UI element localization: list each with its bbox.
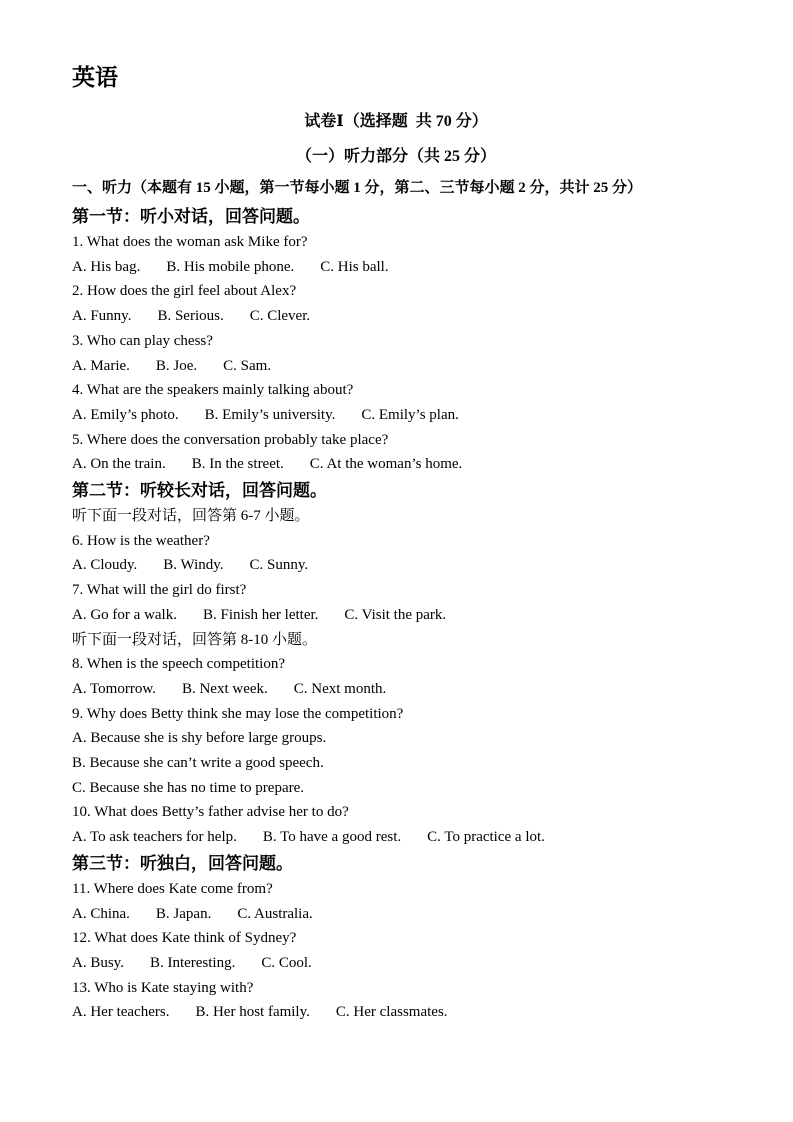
question-line: 7. What will the girl do first? [72,582,247,599]
option-line: C. Because she has no time to prepare. [72,779,305,796]
option-item: C. Cool. [261,954,312,971]
option-item: B. Japan. [155,905,212,922]
options-row [72,553,720,578]
option-item: A. Cloudy. [72,557,138,574]
option-line: B. Because she can’t write a good speech. [72,755,324,772]
options-row [72,902,720,927]
option-item: A. Funny. [72,308,132,325]
option-item: A. Marie. [72,357,130,374]
option-item: C. Next month. [293,680,387,697]
listening-instructions: 一、听力（本题有 15 小题，第一节每小题 1 分，第二、三节每小题 2 分，共计 25 分） [72,180,643,196]
option-item: B. In the street. [191,456,284,473]
option-item: B. His mobile phone. [166,258,295,275]
option-item: B. Windy. [163,557,224,574]
option-item: A. On the train. [72,456,166,473]
question-line: 13. Who is Kate staying with? [72,979,254,996]
option-item: C. Sam. [223,357,272,374]
question-line: 3. Who can play chess? [72,332,213,349]
option-item: B. Interesting. [149,954,236,971]
option-item: B. Joe. [155,357,198,374]
question-line: 1. What does the woman ask Mike for? [72,234,308,250]
option-item: B. Serious. [157,308,224,325]
option-item: A. To ask teachers for help. [72,829,237,846]
note-line: 听下面一段对话，回答第 8-10 小题。 [72,631,317,648]
question-line: 4. What are the speakers mainly talking about? [72,382,354,399]
question-line: 2. How does the girl feel about Alex? [72,283,297,300]
option-item: C. To practice a lot. [427,829,545,846]
option-item: C. Sunny. [249,557,309,574]
options-row [72,304,720,329]
question-line: 9. Why does Betty think she may lose the competition? [72,705,404,722]
option-item: A. Busy. [72,954,124,971]
option-line: A. Because she is shy before large groups. [72,730,327,747]
option-item: C. Emily’s plan. [361,406,459,423]
option-item: C. His ball. [320,258,389,275]
options-row [72,1000,720,1025]
doc-title: 英语 [72,65,118,90]
options-row [72,603,720,628]
option-item: B. To have a good rest. [262,829,402,846]
option-item: C. Visit the park. [344,606,447,623]
option-item: B. Next week. [181,680,268,697]
option-item: C. Australia. [237,905,313,922]
options-row [72,403,720,428]
option-item: C. At the woman’s home. [309,456,463,473]
question-line: 6. How is the weather? [72,532,210,549]
part-heading: （一）听力部分（共 25 分） [295,148,496,165]
option-item: B. Emily’s university. [204,406,336,423]
doc-body [72,64,720,1025]
question-line: 12. What does Kate think of Sydney? [72,930,297,947]
option-item: A. Go for a walk. [72,606,177,623]
section-heading: 第二节：听较长对话，回答问题。 [72,481,327,501]
option-item: A. Emily’s photo. [72,406,179,423]
option-item: A. China. [72,905,130,922]
options-row [72,255,720,280]
options-row [72,677,720,702]
section-heading: 第三节：听独白，回答问题。 [72,853,293,873]
question-line: 5. Where does the conversation probably take place? [72,431,389,448]
question-line: 8. When is the speech competition? [72,656,285,673]
question-line: 10. What does Betty’s father advise her to do? [72,804,349,821]
option-item: A. Tomorrow. [72,680,156,697]
option-item: B. Finish her letter. [202,606,319,623]
option-item: C. Her classmates. [335,1004,448,1021]
option-item: B. Her host family. [195,1004,310,1021]
options-row [72,951,720,976]
option-item: C. Clever. [249,308,311,325]
option-item: A. His bag. [72,258,141,275]
options-row [72,452,720,477]
option-item: A. Her teachers. [72,1004,170,1021]
question-line: 11. Where does Kate come from? [72,880,273,897]
options-row [72,354,720,379]
section-heading: 第一节：听小对话，回答问题。 [72,207,310,226]
paper-heading: 试卷Ⅰ（选择题 共 70 分） [304,113,488,130]
note-line: 听下面一段对话，回答第 6-7 小题。 [72,508,310,525]
options-row [72,825,720,850]
